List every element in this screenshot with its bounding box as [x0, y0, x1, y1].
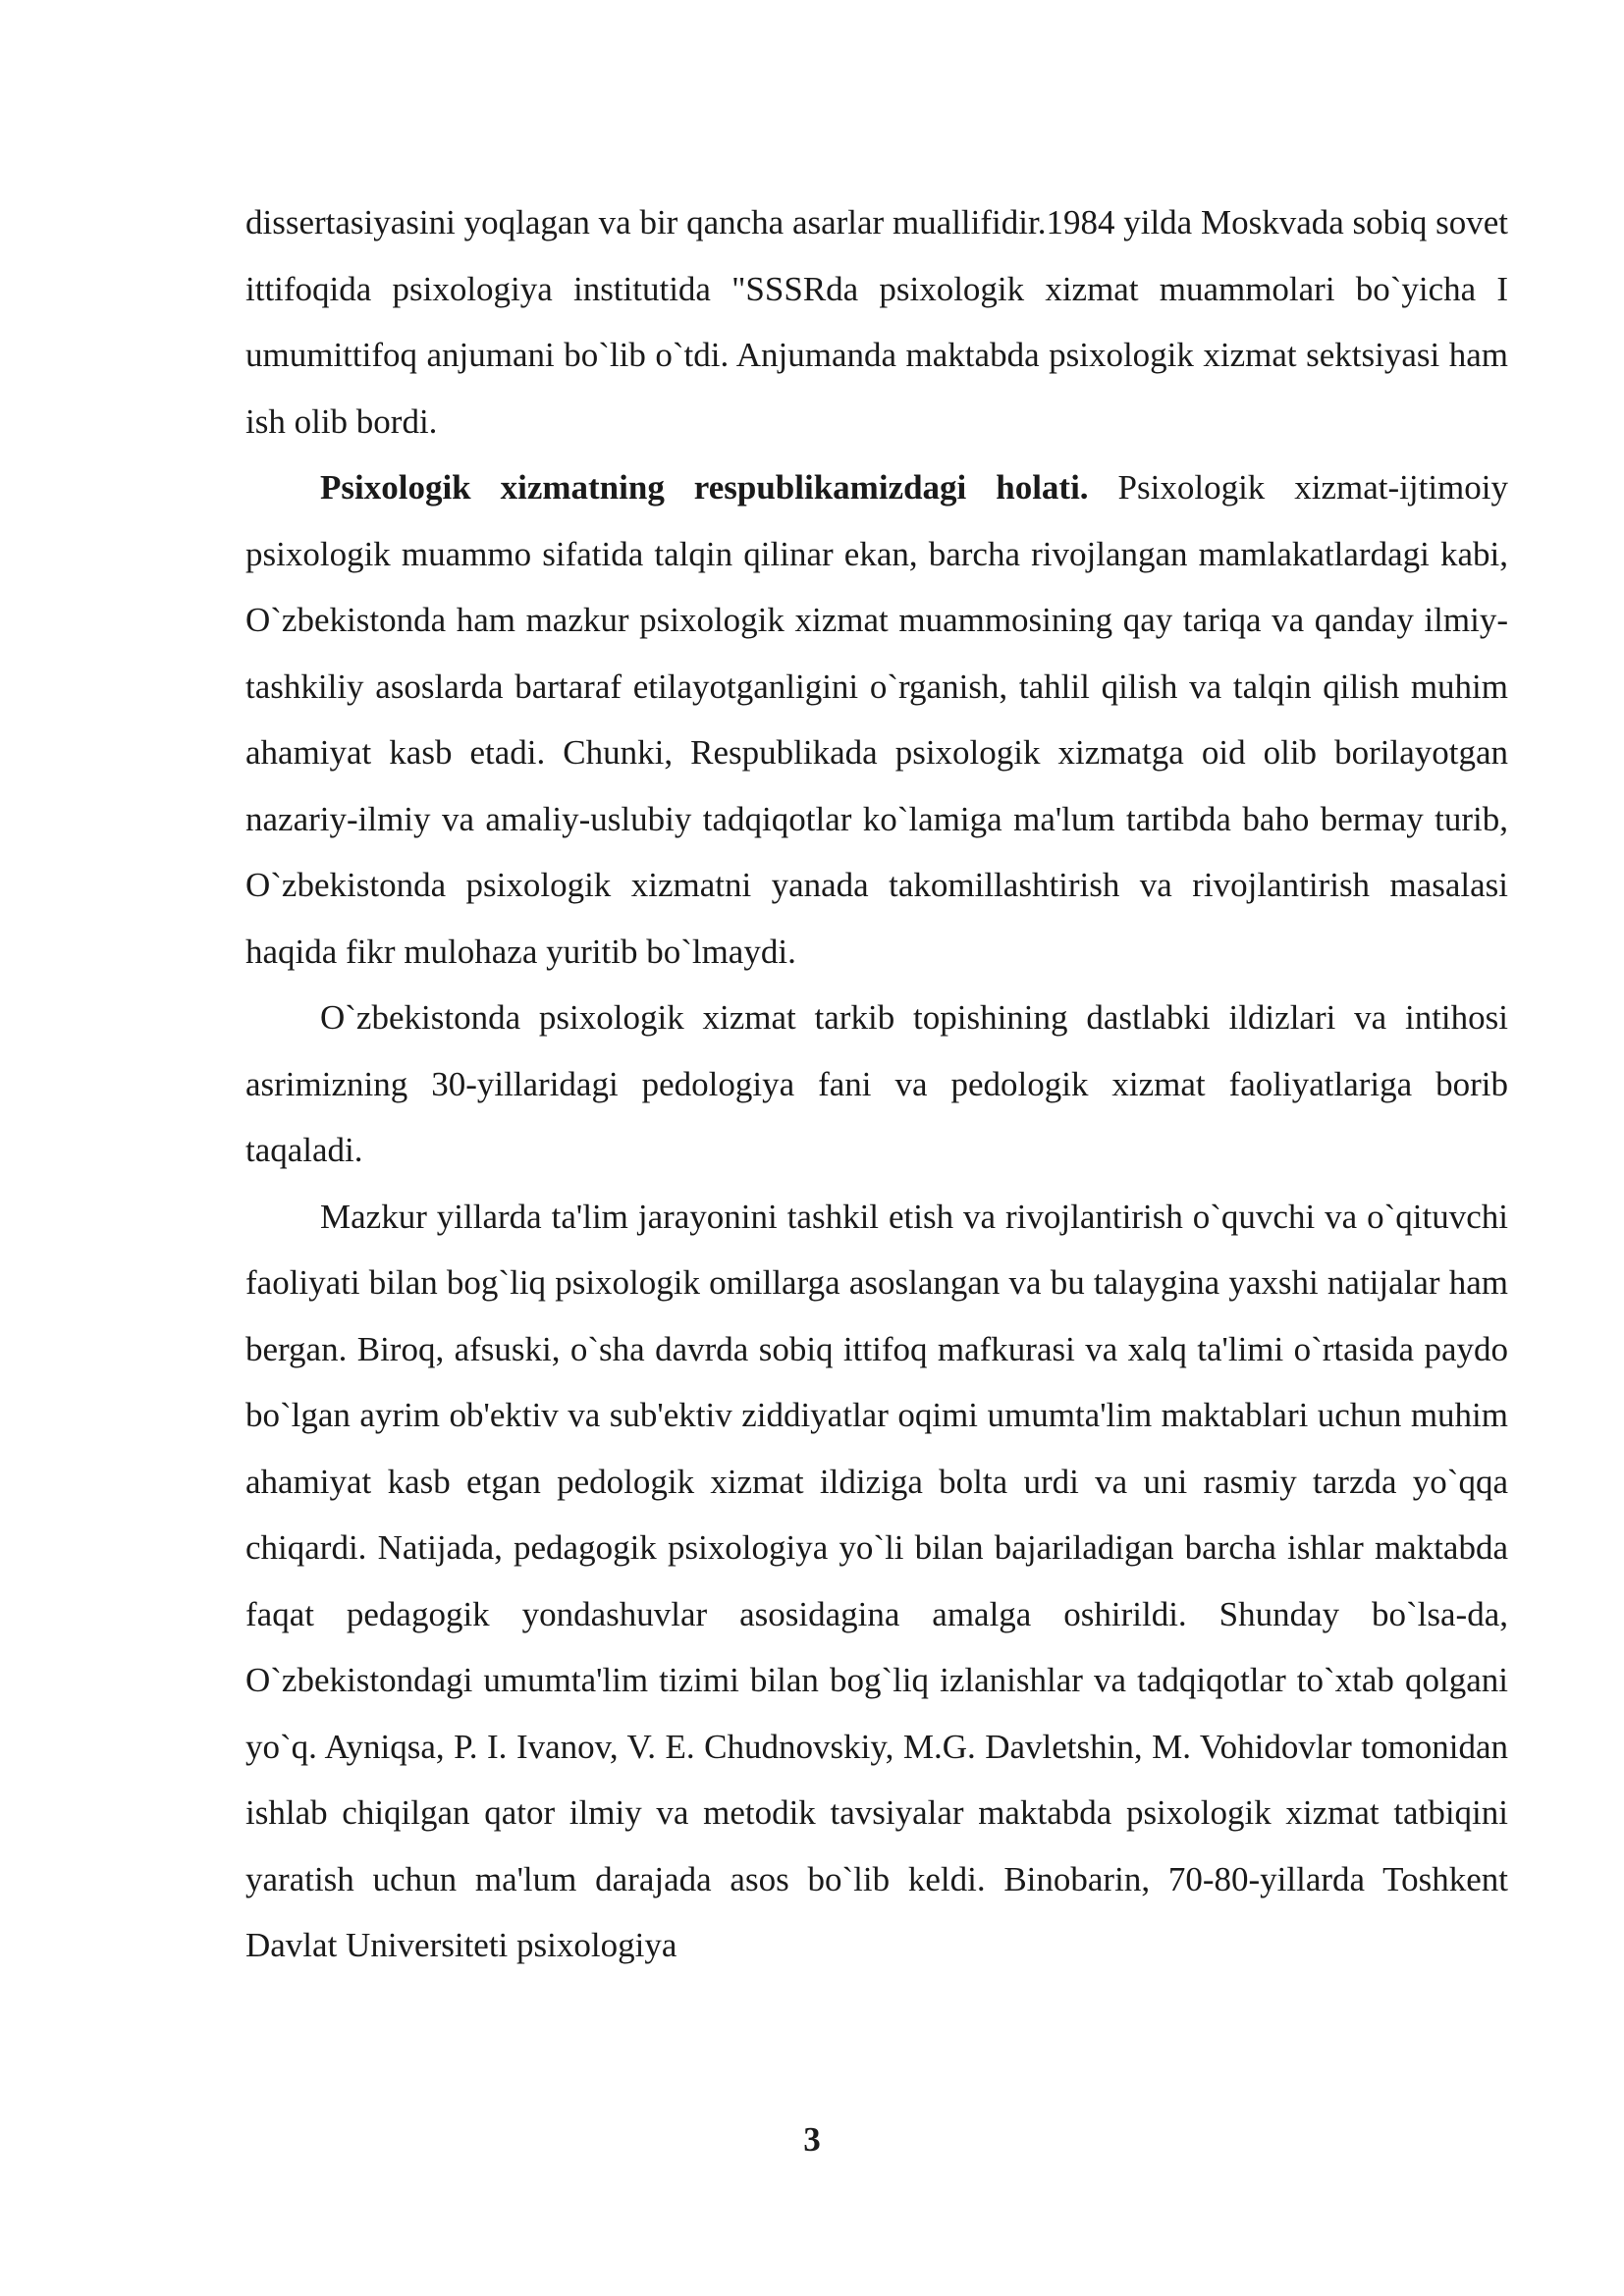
- paragraph: [245, 454, 1508, 985]
- paragraph-text: dissertasiyasini yoqlagan va bir qancha asarlar muallifidir.1984 yilda Moskvada sobiq sovet ittifoqida psixologiya institutida "SSSRda psixologik xizmat muammolari bo`yicha I umumittifoq anjumani bo`lib o`tdi. Anjumanda maktabda psixologik xizmat sektsiyasi ham ish olib bordi.: [245, 203, 1508, 441]
- paragraph: [245, 985, 1508, 1184]
- paragraph-text: O`zbekistonda psixologik xizmat tarkib topishining dastlabki ildizlari va intihosi asrimizning 30-yillaridagi pedologiya fani va pedologik xizmat faoliyatlariga borib taqaladi.: [245, 998, 1508, 1169]
- paragraph-text: Mazkur yillarda ta'lim jarayonini tashkil etish va rivojlantirish o`quvchi va o`qituvchi faoliyati bilan bog`liq psixologik omillarga asoslangan va bu talaygina yaxshi natijalar ham bergan. Biroq, afsuski, o`sha davrda sobiq ittifoq mafkurasi va xalq ta'limi o`rtasida paydo bo`lgan ayrim ob'ektiv va sub'ektiv ziddiyatlar oqimi umumta'lim maktablari uchun muhim ahamiyat kasb etgan pedologik xizmat ildiziga bolta urdi va uni rasmiy tarzda yo`qqa chiqardi. Natijada, pedagogik psixologiya yo`li bilan bajariladigan barcha ishlar maktabda faqat pedagogik yondashuvlar asosidagina amalga oshirildi. Shunday bo`lsa-da, O`zbekistondagi umumta'lim tizimi bilan bog`liq izlanishlar va tadqiqotlar to`xtab qolgani yo`q. Ayniqsa, P. I. Ivanov, V. E. Chudnovskiy, M.G. Davletshin, M. Vohidovlar tomonidan ishlab chiqilgan qator ilmiy va metodik tavsiyalar maktabda psixologik xizmat tatbiqini yaratish uchun ma'lum darajada asos bo`lib keldi. Binobarin, 70-80-yillarda Toshkent Davlat Universiteti psixologiya: [245, 1197, 1508, 1964]
- page-number: 3: [803, 2120, 821, 2159]
- paragraph: [245, 189, 1508, 454]
- document-body: [245, 189, 1508, 1979]
- section-heading: Psixologik xizmatning respublikamizdagi holati.: [320, 468, 1089, 507]
- paragraph-text: Psixologik xizmat-ijtimoiy psixologik muammo sifatida talqin qilinar ekan, barcha rivojlangan mamlakatlardagi kabi, O`zbekistonda ham mazkur psixologik xizmat muammosining qay tariqa va qanday ilmiy-tashkiliy asoslarda bartaraf etilayotganligini o`rganish, tahlil qilish va talqin qilish muhim ahamiyat kasb etadi. Chunki, Respublikada psixologik xizmatga oid olib borilayotgan nazariy-ilmiy va amaliy-uslubiy tadqiqotlar ko`lamiga ma'lum tartibda baho bermay turib, O`zbekistonda psixologik xizmatni yanada takomillashtirish va rivojlantirish masalasi haqida fikr mulohaza yuritib bo`lmaydi.: [245, 468, 1508, 971]
- paragraph: [245, 1184, 1508, 1979]
